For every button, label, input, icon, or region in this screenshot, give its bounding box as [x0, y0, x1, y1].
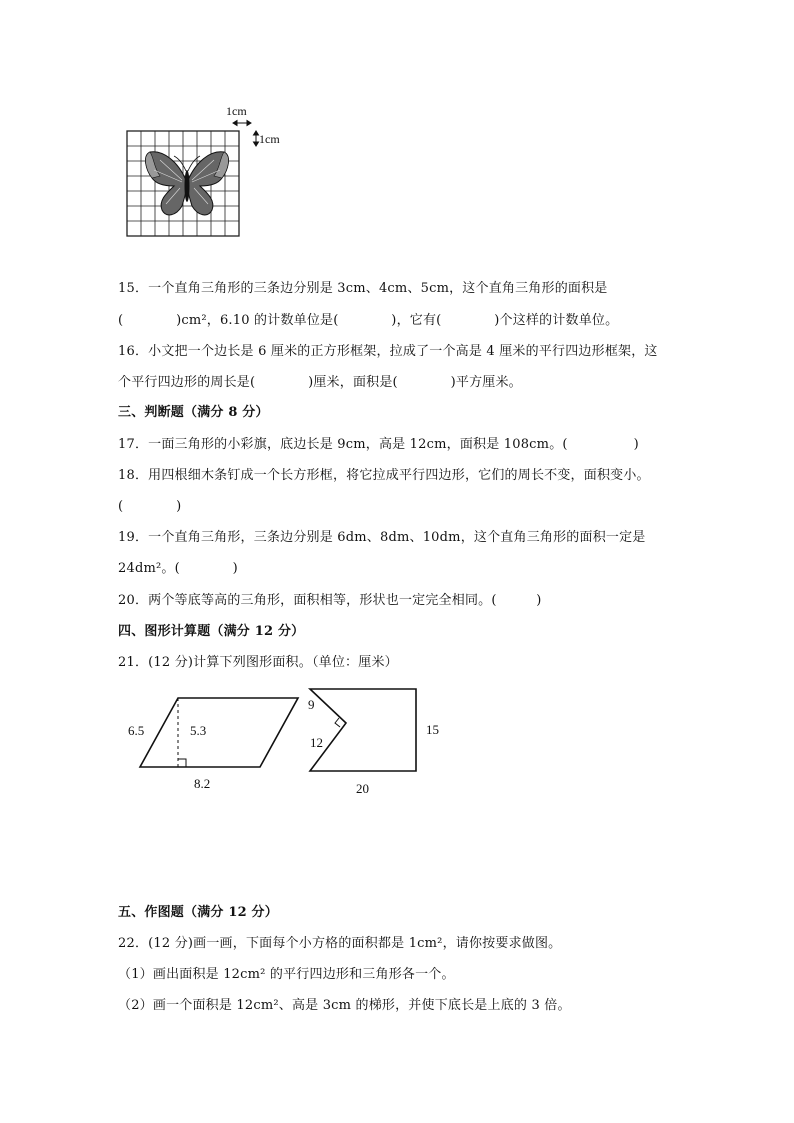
question-22-item-2: （2）画一个面积是 12cm²、高是 3cm 的梯形，并使下底长是上底的 3 倍。	[118, 998, 571, 1013]
question-22-item-1: （1）画出面积是 12cm² 的平行四边形和三角形各一个。	[118, 967, 455, 982]
section-4-heading: 四、图形计算题（满分 12 分）	[118, 624, 305, 639]
parallelogram-figure	[128, 698, 298, 791]
question-21-line-1: 21．(12 分)计算下列图形面积。（单位：厘米）	[118, 655, 398, 670]
question-16-line-1: 16．小文把一个边长是 6 厘米的正方形框架，拉成了一个高是 4 厘米的平行四边形框架，这	[118, 344, 658, 359]
composite-label-9: 9	[308, 697, 315, 712]
question-18-line-2: ( )	[118, 499, 182, 514]
composite-label-15: 15	[426, 722, 439, 737]
parallelogram-side-label: 6.5	[128, 723, 145, 738]
unit-marks	[233, 121, 259, 147]
question-20-line-1: 20．两个等底等高的三角形，面积相等，形状也一定完全相同。( )	[118, 593, 542, 608]
unit-label-vertical: 1cm	[259, 132, 280, 146]
question-21-figures	[120, 680, 460, 805]
question-15-line-2: ( )cm²，6.10 的计数单位是( )，它有( )个这样的计数单位。	[118, 313, 619, 328]
section-5-heading: 五、作图题（满分 12 分）	[118, 905, 278, 920]
question-22-line-1: 22．(12 分)画一画，下面每个小方格的面积都是 1cm²，请你按要求做图。	[118, 936, 562, 951]
question-16-line-2: 个平行四边形的周长是( )厘米，面积是( )平方厘米。	[118, 375, 522, 390]
question-18-line-1: 18．用四根细木条钉成一个长方形框，将它拉成平行四边形，它们的周长不变，面积变小。	[118, 468, 650, 483]
question-19-line-1: 19．一个直角三角形，三条边分别是 6dm、8dm、10dm，这个直角三角形的面积一定是	[118, 530, 646, 545]
composite-figure	[308, 689, 439, 796]
butterfly-grid-figure	[120, 100, 320, 240]
parallelogram-height-label: 5.3	[190, 723, 207, 738]
parallelogram-base-label: 8.2	[194, 776, 211, 791]
unit-label-horizontal: 1cm	[226, 104, 247, 118]
question-15-line-1: 15．一个直角三角形的三条边分别是 3cm、4cm、5cm，这个直角三角形的面积是	[118, 281, 608, 296]
section-3-heading: 三、判断题（满分 8 分）	[118, 405, 269, 420]
composite-label-20: 20	[356, 781, 369, 796]
question-17-line-1: 17．一面三角形的小彩旗，底边长是 9cm，高是 12cm，面积是 108cm。( )	[118, 437, 639, 452]
composite-label-12: 12	[310, 735, 323, 750]
question-19-line-2: 24dm²。( )	[118, 561, 238, 576]
